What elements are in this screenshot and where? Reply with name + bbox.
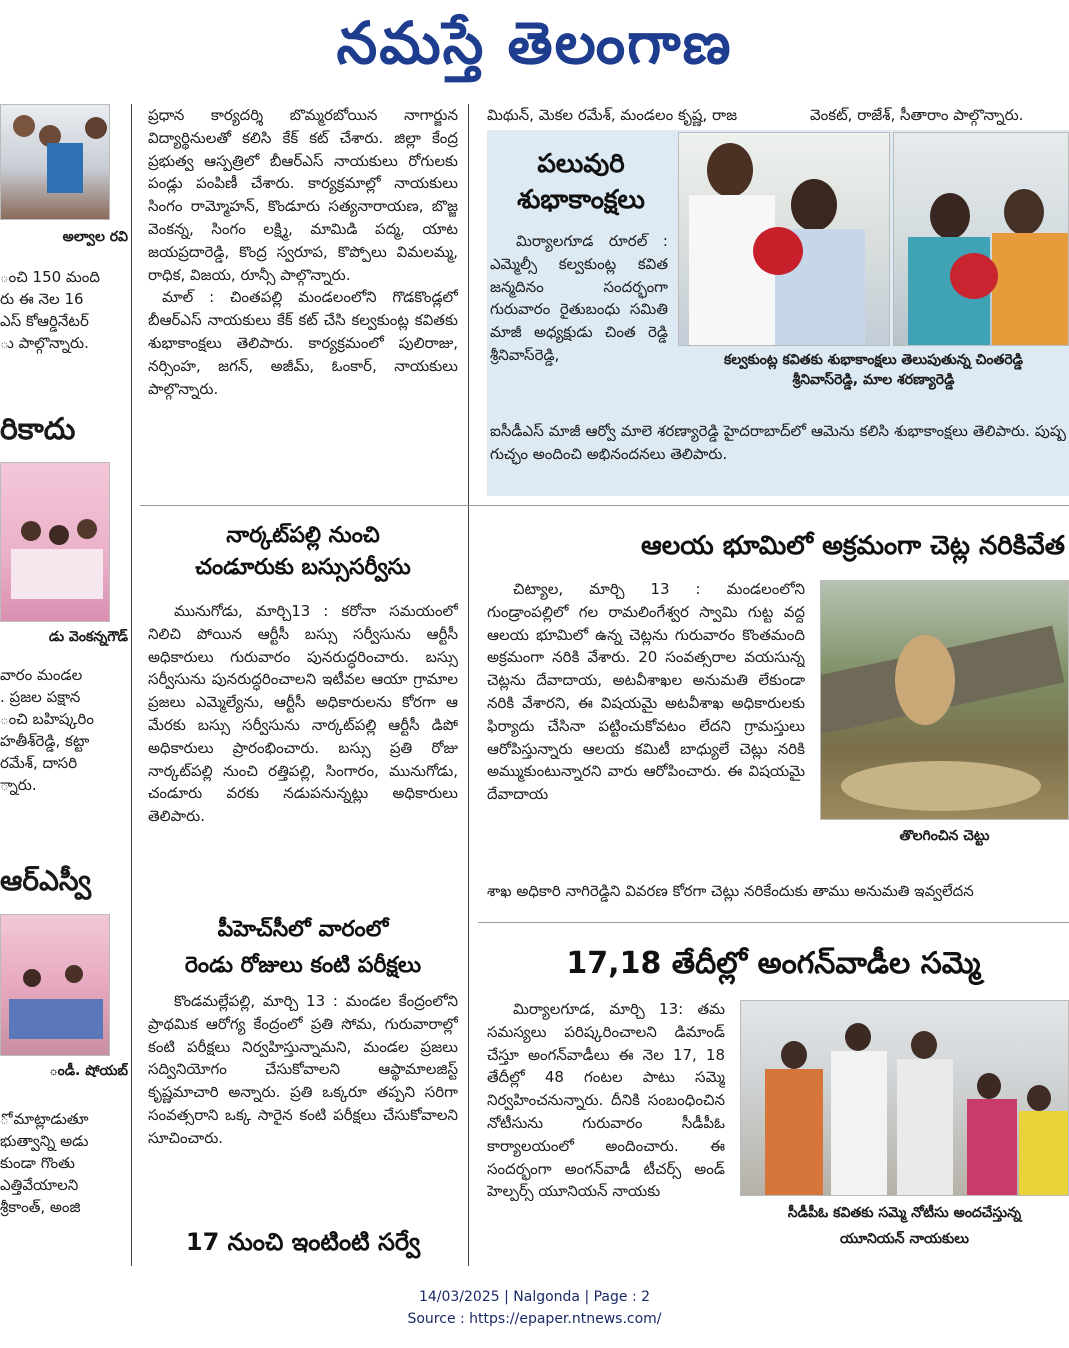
wishes-body: మిర్యాలగూడ రూరల్ : ఎమ్మెల్సీ కల్వకుంట్ల కవిత జన్మదినం సందర్భంగా గురువారం రైతుబంధు సమితి మాజీ అధ్యక్షుడు చింత రెడ్డి శ్రీనివాస్‌రెడ్డి, xyxy=(490,232,668,364)
left-text-line: వారం మండల xyxy=(0,666,83,684)
left-text-line: ు పాల్గొన్నారు. xyxy=(0,334,89,352)
masthead xyxy=(0,0,1069,100)
strike-caption-line: సీడీపీఓ కవితకు సమ్మె నోటీసు అందచేస్తున్న xyxy=(787,1205,1022,1221)
left-text-line: కుండా గొంతు xyxy=(0,1154,75,1172)
eye-body: కొండమల్లేపల్లి, మార్చి 13 : మండల కేంద్రంలోని ప్రాథమిక ఆరోగ్య కేంద్రంలో ప్రతి సోమ, గురువారాల్లో కంటి పరీక్షలు నిర్వహిస్తున్నామని, మండల ప్రజలు సద్వినియోగం చేసుకోవాలని ఆప్థామాలజిస్ట్ కృష్ణమాచారి అన్నారు. ప్రతి ఒక్కరూ తప్పని సరిగా సంవత్సరాని ఒక్క సారైన కంటి పరీక్షలు చేసుకోవాలని సూచించారు. xyxy=(148,992,458,1147)
bus-heading-line: చండూరుకు బస్సుసర్వీసు xyxy=(195,555,411,580)
strike-photo xyxy=(740,1000,1069,1196)
left-text-line: ఎత్తివేయాలని xyxy=(0,1176,79,1194)
wishes-caption xyxy=(678,350,1069,390)
left-text-line: హతీశ్‌రెడ్డి, కట్టా xyxy=(0,732,90,750)
eye-heading xyxy=(148,912,458,984)
wishes-top-line-left: మిథున్, మెకల రమేశ్, మండలం కృష్ణ, రాజ xyxy=(487,106,738,124)
left-text-line: రమేశ్, దాసరి xyxy=(0,754,78,772)
left-text-line: . ప్రజల పక్షాన xyxy=(0,688,81,706)
trees-body: చిట్యాల, మార్చి 13 : మండలంలోని గుండ్రాంపల్లిలో గల రామలింగేశ్వర స్వామి గుట్ట వద్ద ఆలయ భూమిలో ఉన్న చెట్లను గురువారం కొంతమంది అక్రమంగా నరికి వేశారు. 20 సంవత్సరాల వయసున్న చెట్లను దేవాదాయ, అటవీశాఖల అనుమతి లేకుండా నరికి వేశారని, ఈ విషయమై అటవీశాఖ అధికారులకు ఫిర్యాదు చేసినా పట్టించుకోవటం లేదని గ్రామస్తులు ఆరోపిస్తున్నారు ఆలయ కమిటీ బాధ్యులే చెట్లు నరికి అమ్ముకుంటున్నారని వారు ఆరోపించారు. ఈ విషయమై దేవాదాయ xyxy=(487,580,805,804)
column-rule-left xyxy=(131,104,132,1266)
left-text-line: శ్రీకాంత్, అంజి xyxy=(0,1198,81,1216)
wishes-photo-1 xyxy=(678,132,890,346)
left-text-line: ఎస్ కోఆర్డినేటర్ xyxy=(0,312,89,330)
article-paragraph: మాల్ : చింతపల్లి మండలంలోని గొడకొండ్లలో బీఆర్ఎస్ నాయకులు కేక్ కట్ చేసి కల్వకుంట్ల కవితకు శుభాకాంక్షలు తెలిపారు. కార్యక్రమంలో పులిరాజు, నర్సింహ, జగన్, అజీమ్, ఓంకార్, నాయకులు పాల్గొన్నారు. xyxy=(148,288,458,398)
left-caption-1: అల్వాల రవి xyxy=(62,229,128,245)
left-text-line: ంచి బహిష్కరిం xyxy=(0,710,94,728)
left-photo-1 xyxy=(0,104,110,220)
left-text-2 xyxy=(0,664,128,796)
left-caption-2: డు వెంకన్నగౌడ్ xyxy=(48,629,128,645)
left-text-line: ్నారు. xyxy=(0,776,37,794)
left-text-line: ో మాట్లాడుతూ xyxy=(0,1110,89,1128)
wishes-heading xyxy=(492,146,670,218)
newspaper-title: నమస్తే తెలంగాణ xyxy=(336,8,733,77)
left-photo-3 xyxy=(0,914,110,1056)
footer-date-edition: 14/03/2025 | Nalgonda | Page : 2 xyxy=(418,1289,651,1305)
birthday-article-body xyxy=(148,104,458,496)
section-rule xyxy=(140,505,1069,506)
wishes-photo-2 xyxy=(893,132,1069,346)
bus-heading-line: నార్కట్‌పల్లి నుంచి xyxy=(226,523,380,548)
left-heading-1: రికాదు xyxy=(0,412,76,447)
wishes-caption-line: కల్వకుంట్ల కవితకు శుభాకాంక్షలు తెలుపుతున్న చింతరెడ్డి xyxy=(723,352,1024,368)
trees-heading: ఆలయ భూమిలో అక్రమంగా చెట్ల నరికివేత xyxy=(641,531,1065,561)
left-heading-2: ఆర్ఎస్వీ xyxy=(0,864,92,897)
left-photo-2 xyxy=(0,462,110,622)
strike-heading: 17,18 తేదీల్లో అంగన్‌వాడీల సమ్మె xyxy=(566,946,981,981)
strike-caption xyxy=(740,1200,1069,1252)
article-paragraph: ప్రధాన కార్యదర్శి బొమ్మరబోయిన నాగార్జున విద్యార్థినులతో కలిసి కేక్ కట్ చేశారు. జిల్లా కేంద్ర ప్రభుత్వ ఆస్పత్రిలో బీఆర్ఎస్ నాయకులు రోగులకు పండ్లు పంపిణీ చేశారు. కార్యక్రమాల్లో నాయకులు సింగం రామ్మోహన్, కొండూరు సత్యనారాయణ, బొజ్జ వెంకన్న, సింగం లక్ష్మి, మామిడి పద్మ, యాట జయప్రదారెడ్డి, కొంద్ర స్వరూప, కొప్పోలు విమలమ్మ, రాధిక, విజయ, రూన్సీ పాల్గొన్నారు. xyxy=(148,106,458,284)
eye-heading-line: రెండు రోజులు కంటి పరీక్షలు xyxy=(184,953,422,978)
trees-photo xyxy=(820,580,1069,820)
bus-body: మునుగోడు, మార్చి13 : కరోనా సమయంలో నిలిచి పోయిన ఆర్టీసీ బస్సు సర్వీసును ఆర్టీసీ అధికారులు గురువారం పునరుద్ధరించారు. బస్సు సర్వీసును పునరుద్ధరించాలని ఇటీవల ఆయా గ్రామాల ప్రజలు ఎమ్మెల్యేను, ఆర్టీసీ అధికారులను కోరగా ఆ మేరకు బస్సు సర్వీసును నార్కట్‌పల్లి ఆర్టీసీ డిపో అధికారులు ప్రారంభించారు. బస్సు ప్రతి రోజు నార్కట్‌పల్లి నుంచి రత్తిపల్లి, సింగారం, మునుగోడు, చండూరు వరకు నడుపనున్నట్లు అధికారులు తెలిపారు. xyxy=(148,602,458,826)
column-rule-middle xyxy=(468,104,469,1266)
left-text-1 xyxy=(0,266,128,354)
left-text-line: ంచి 150 మంది xyxy=(0,268,100,286)
trees-body-wide: శాఖ అధికారి నాగిరెడ్డిని వివరణ కోరగా చెట్లు నరికేందుకు తాము అనుమతి ఇవ్వలేదన xyxy=(487,882,974,900)
left-text-line: భుత్వాన్ని అడు xyxy=(0,1132,89,1150)
left-text-line: రు ఈ నెల 16 xyxy=(0,290,84,308)
strike-body: మిర్యాలగూడ, మార్చి 13: తమ సమస్యలు పరిష్కరించాలని డిమాండ్ చేస్తూ అంగన్‌వాడీలు ఈ నెల 17, 18 తేదీల్లో 48 గంటల పాటు సమ్మె నిర్వహించనున్నారు. దీనికి సంబంధించిన నోటీసును గురువారం సీడీపీఓ కార్యాలయంలో అందించారు. ఈ సందర్భంగా అంగన్‌వాడీ టీచర్స్ అండ్ హెల్పర్స్ యూనియన్ నాయకు xyxy=(487,1000,725,1201)
strike-caption-line: యూనియన్ నాయకులు xyxy=(840,1231,969,1247)
bus-heading xyxy=(148,520,458,584)
page-footer xyxy=(0,1286,1069,1330)
left-caption-3: ండీ. షోయబ్ xyxy=(49,1063,128,1079)
section-rule-2 xyxy=(478,922,1069,923)
wishes-top-line-right: వెంకట్, రాజేశ్, సీతారాం పాల్గొన్నారు. xyxy=(810,106,1024,124)
wishes-body-wide: ఐసీడీఎస్ మాజీ ఆర్వో మాలె శరణ్యారెడ్డి హైదరాబాద్‌లో ఆమెను కలిసి శుభాకాంక్షలు తెలిపారు. పుష్ప గుచ్ఛం అందించి అభినందనలు తెలిపారు. xyxy=(490,422,1066,463)
wishes-heading-line: పలువురి xyxy=(537,149,625,179)
trees-caption: తొలగించిన చెట్టు xyxy=(899,828,990,844)
eye-heading-line: పీహెచ్‌సీలో వారంలో xyxy=(217,917,389,942)
footer-source-link[interactable]: Source : https://epaper.ntnews.com/ xyxy=(407,1311,662,1327)
survey-heading: 17 నుంచి ఇంటింటి సర్వే xyxy=(185,1228,421,1256)
wishes-caption-line: శ్రీనివాస్‌రెడ్డి, మాల శరణ్యారెడ్డి xyxy=(792,372,955,388)
wishes-heading-line: శుభాకాంక్షలు xyxy=(517,185,645,215)
left-text-3 xyxy=(0,1108,128,1218)
